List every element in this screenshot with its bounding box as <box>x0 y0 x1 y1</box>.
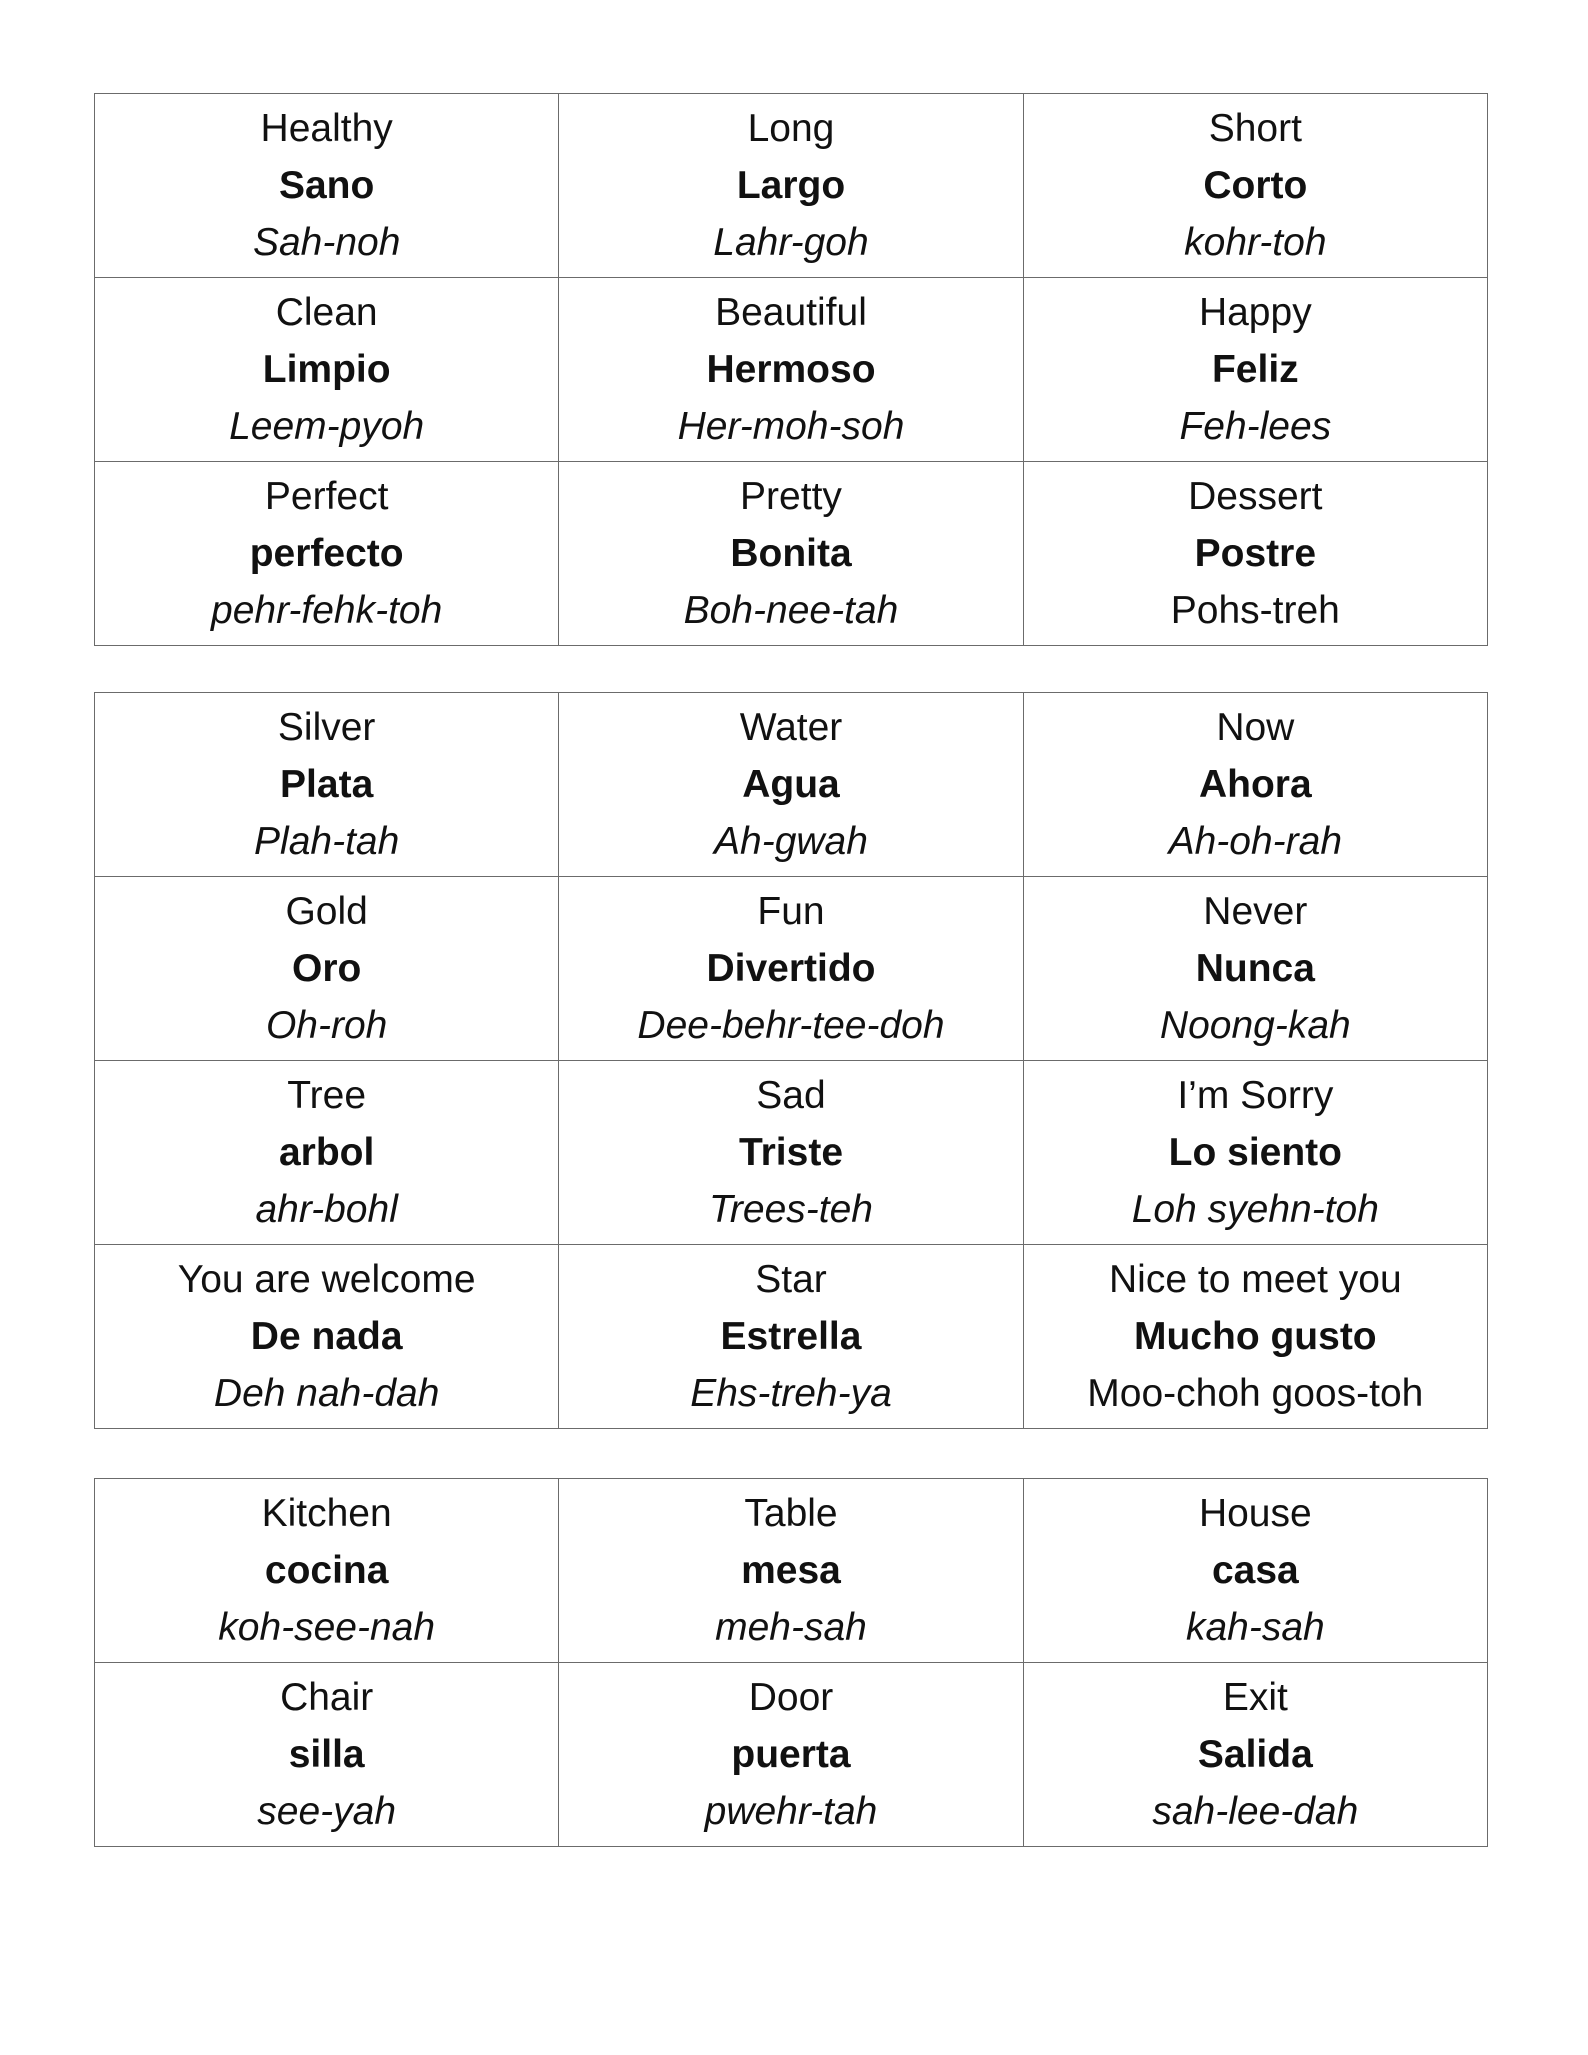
table-row <box>95 94 1488 278</box>
pronunciation: koh-see-nah <box>218 1606 436 1649</box>
vocab-card <box>559 1061 1023 1245</box>
english-word: Kitchen <box>261 1492 392 1535</box>
spanish-word: Corto <box>1203 164 1308 207</box>
english-word: Happy <box>1198 291 1312 334</box>
vocab-card <box>559 693 1023 877</box>
table-row <box>95 1479 1488 1663</box>
vocab-card <box>1023 693 1487 877</box>
table-row <box>95 278 1488 462</box>
table-row <box>95 1061 1488 1245</box>
pronunciation: Deh nah-dah <box>213 1372 440 1415</box>
english-word: Gold <box>285 890 368 933</box>
vocab-card <box>1023 1663 1487 1847</box>
english-word: Nice to meet you <box>1109 1258 1402 1301</box>
pronunciation: Dee-behr-tee-doh <box>637 1004 945 1047</box>
english-word: House <box>1198 1492 1312 1535</box>
spanish-word: casa <box>1211 1549 1299 1592</box>
english-word: Clean <box>275 291 378 334</box>
spanish-word: Agua <box>742 763 840 806</box>
english-word: Fun <box>757 890 825 933</box>
spanish-word: De nada <box>250 1315 403 1358</box>
spanish-word: perfecto <box>249 532 404 575</box>
table-row <box>95 877 1488 1061</box>
vocab-card <box>1023 1479 1487 1663</box>
spanish-word: Limpio <box>262 348 391 391</box>
spanish-word: Triste <box>738 1131 844 1174</box>
english-word: Silver <box>277 706 376 749</box>
vocab-card <box>559 877 1023 1061</box>
vocab-card <box>95 693 559 877</box>
vocab-card <box>559 1479 1023 1663</box>
spanish-word: Oro <box>291 947 362 990</box>
table-row <box>95 462 1488 646</box>
vocab-card <box>95 462 559 646</box>
pronunciation: see-yah <box>257 1790 397 1833</box>
vocab-card <box>95 1061 559 1245</box>
pronunciation: kohr-toh <box>1184 221 1327 264</box>
english-word: Beautiful <box>715 291 867 334</box>
vocab-card <box>1023 278 1487 462</box>
spanish-word: Feliz <box>1211 348 1299 391</box>
vocab-card <box>1023 462 1487 646</box>
pronunciation: Ah-gwah <box>714 820 868 863</box>
vocab-card <box>559 278 1023 462</box>
spanish-word: arbol <box>278 1131 375 1174</box>
english-word: Dessert <box>1188 475 1323 518</box>
vocab-card <box>95 877 559 1061</box>
spanish-word: Mucho gusto <box>1134 1315 1377 1358</box>
english-word: Tree <box>287 1074 367 1117</box>
pronunciation: Lahr-goh <box>713 221 869 264</box>
vocab-card <box>1023 877 1487 1061</box>
spanish-word: Nunca <box>1195 947 1315 990</box>
spanish-word: silla <box>288 1733 365 1776</box>
spanish-word: Hermoso <box>706 348 876 391</box>
vocab-table-2 <box>94 692 1488 1429</box>
vocab-table-3 <box>94 1478 1488 1847</box>
vocab-card <box>559 1663 1023 1847</box>
pronunciation: Noong-kah <box>1159 1004 1351 1047</box>
pronunciation: Leem-pyoh <box>229 405 425 448</box>
spanish-word: Bonita <box>730 532 852 575</box>
english-word: Star <box>755 1258 827 1301</box>
pronunciation: Moo-choh goos-toh <box>1087 1372 1424 1415</box>
spanish-word: Divertido <box>706 947 876 990</box>
pronunciation: Feh-lees <box>1179 405 1332 448</box>
vocab-card <box>1023 94 1487 278</box>
pronunciation: Ehs-treh-ya <box>690 1372 892 1415</box>
pronunciation: pehr-fehk-toh <box>211 589 443 632</box>
pronunciation: ahr-bohl <box>255 1188 398 1231</box>
spanish-word: Lo siento <box>1168 1131 1342 1174</box>
pronunciation: Loh syehn-toh <box>1131 1188 1379 1231</box>
pronunciation: Trees-teh <box>708 1188 873 1231</box>
pronunciation: Sah-noh <box>252 221 401 264</box>
table-row <box>95 693 1488 877</box>
english-word: You are welcome <box>177 1258 476 1301</box>
english-word: Healthy <box>260 107 393 150</box>
vocab-card <box>1023 1061 1487 1245</box>
english-word: Pretty <box>740 475 842 518</box>
spanish-word: Postre <box>1194 532 1317 575</box>
vocab-card <box>95 1479 559 1663</box>
spanish-word: puerta <box>731 1733 851 1776</box>
spanish-word: cocina <box>264 1549 389 1592</box>
spanish-word: mesa <box>741 1549 841 1592</box>
table-row <box>95 1663 1488 1847</box>
vocab-card <box>95 1663 559 1847</box>
pronunciation: Ah-oh-rah <box>1168 820 1343 863</box>
spanish-word: Plata <box>280 763 374 806</box>
english-word: Chair <box>280 1676 374 1719</box>
english-word: Exit <box>1222 1676 1288 1719</box>
pronunciation: sah-lee-dah <box>1152 1790 1359 1833</box>
spanish-word: Salida <box>1197 1733 1313 1776</box>
vocab-card <box>559 94 1023 278</box>
pronunciation: Boh-nee-tah <box>683 589 899 632</box>
english-word: Table <box>744 1492 838 1535</box>
pronunciation: Pohs-treh <box>1170 589 1340 632</box>
english-word: Perfect <box>264 475 389 518</box>
spanish-word: Sano <box>278 164 375 207</box>
spanish-word: Estrella <box>720 1315 862 1358</box>
pronunciation: Plah-tah <box>254 820 400 863</box>
vocab-table-1 <box>94 93 1488 646</box>
spanish-word: Ahora <box>1198 763 1312 806</box>
english-word: Sad <box>756 1074 826 1117</box>
table-row <box>95 1245 1488 1429</box>
pronunciation: pwehr-tah <box>704 1790 878 1833</box>
english-word: I’m Sorry <box>1177 1074 1334 1117</box>
vocab-card <box>559 1245 1023 1429</box>
spanish-word: Largo <box>736 164 846 207</box>
english-word: Water <box>739 706 843 749</box>
english-word: Short <box>1208 107 1302 150</box>
vocab-card <box>95 94 559 278</box>
english-word: Door <box>748 1676 834 1719</box>
vocab-card <box>95 278 559 462</box>
english-word: Never <box>1203 890 1308 933</box>
pronunciation: Her-moh-soh <box>677 405 905 448</box>
pronunciation: kah-sah <box>1185 1606 1325 1649</box>
english-word: Long <box>747 107 835 150</box>
pronunciation: Oh-roh <box>265 1004 388 1047</box>
vocab-card <box>1023 1245 1487 1429</box>
pronunciation: meh-sah <box>715 1606 867 1649</box>
vocab-card <box>95 1245 559 1429</box>
english-word: Now <box>1216 706 1295 749</box>
vocab-card <box>559 462 1023 646</box>
